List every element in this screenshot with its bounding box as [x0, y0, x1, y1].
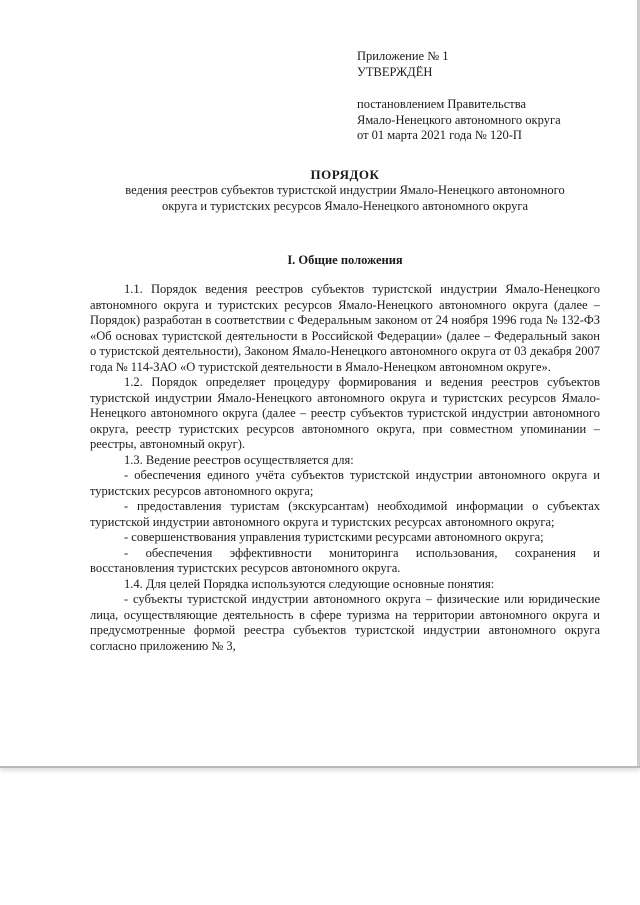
document-title — [90, 166, 600, 214]
paragraph: 1.4. Для целей Порядка используются следующие основные понятия: — [124, 576, 495, 591]
list-item: - обеспечения единого учёта субъектов туристской индустрии автономного округа и туристских ресурсов автономного округа; — [90, 468, 600, 498]
list-item: - совершенствования управления туристскими ресурсами автономного округа; — [124, 530, 544, 544]
list-item: - субъекты туристской индустрии автономного округа – физические или юридические лица, осуществляющие деятельность в сфере туризма на территории автономного округа и предусмотренные формой реестра субъектов туристской индустрии автономного округа согласно приложению № 3, — [90, 592, 600, 653]
approved-label: УТВЕРЖДЁН — [357, 64, 433, 79]
approval-stamp — [357, 49, 561, 144]
title-subtitle: ведения реестров субъектов туристской индустрии Ямало-Ненецкого автономного округа и туристских ресурсов Ямало-Ненецкого автономного округа — [125, 183, 565, 213]
approval-line-1: постановлением Правительства — [357, 97, 527, 111]
list-item: - предоставления туристам (экскурсантам) необходимой информации о субъектах туристской индустрии автономного округа и туристских ресурсах автономного округа; — [90, 499, 600, 529]
approval-line-2: Ямало-Ненецкого автономного округа — [357, 112, 561, 127]
paragraph: 1.1. Порядок ведения реестров субъектов туристской индустрии Ямало-Ненецкого автономного округа и туристских ресурсов Ямало-Ненецкого автономного округа (далее – Порядок) разработан в соответствии с Федеральным законом от 24 ноября 1996 года № 132-ФЗ «Об основах туристской деятельности в Российской Федерации» (далее – Федеральный закон о туристской деятельности), Законом Ямало-Ненецкого автономного округа от 03 декабря 2007 года № 114-ЗАО «О туристской деятельности в Ямало-Ненецком автономном округе». — [90, 282, 600, 374]
approval-line-3: от 01 марта 2021 года № 120-П — [357, 128, 522, 142]
section-heading: I. Общие положения — [287, 253, 403, 267]
document-body — [90, 282, 600, 654]
paragraph: 1.3. Ведение реестров осуществляется для: — [124, 452, 354, 467]
title-heading: ПОРЯДОК — [310, 167, 380, 182]
paragraph: 1.2. Порядок определяет процедуру формирования и ведения реестров субъектов туристской индустрии Ямало-Ненецкого автономного округа и туристских ресурсов Ямало-Ненецкого автономного округа (далее – реестр субъектов туристской индустрии автономного округа, реестр туристских ресурсов автономного округа, при совместном упоминании – реестры, автономный округ). — [90, 375, 600, 451]
appendix-label: Приложение № 1 — [357, 49, 449, 63]
list-item: - обеспечения эффективности мониторинга использования, сохранения и восстановления туристских ресурсов автономного округа. — [90, 545, 600, 575]
